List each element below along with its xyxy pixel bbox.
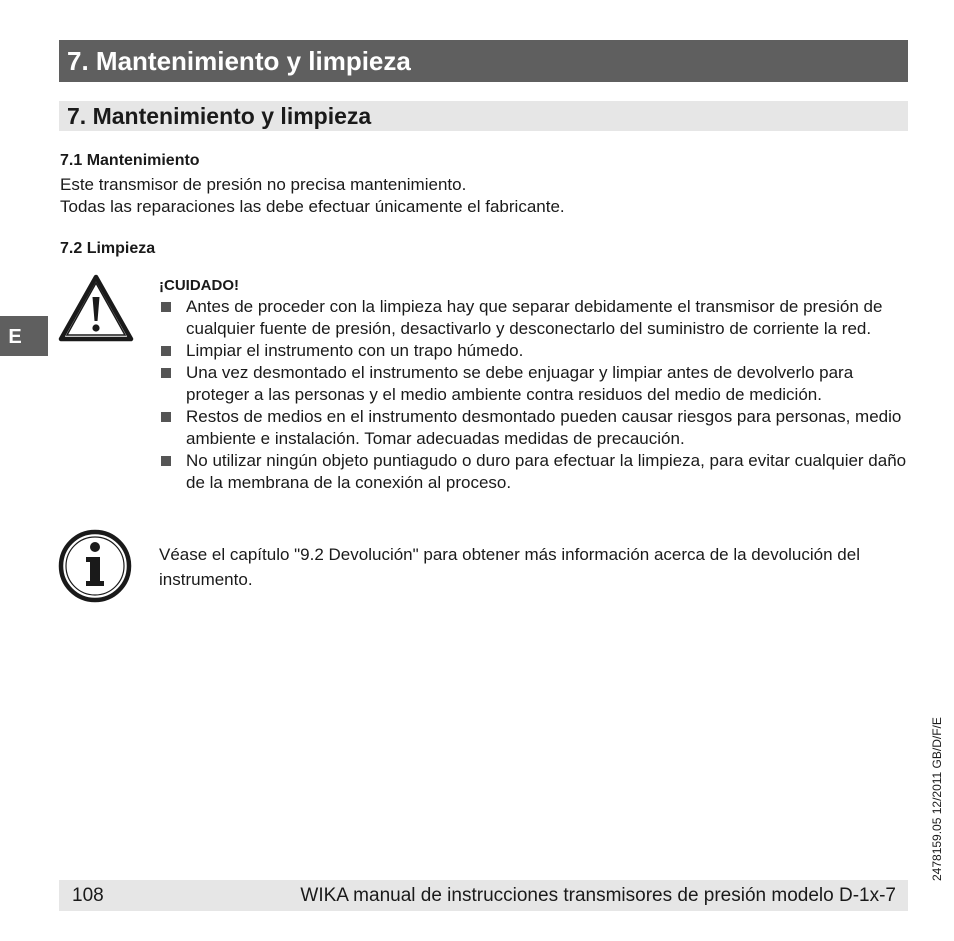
list-item bbox=[159, 340, 914, 362]
bullet-square-icon bbox=[161, 302, 171, 312]
list-item-text: Limpiar el instrumento con un trapo húmedo. bbox=[186, 341, 524, 360]
heading-mantenimiento: 7.1 Mantenimiento bbox=[60, 152, 200, 169]
warning-triangle-icon bbox=[58, 274, 134, 342]
list-item bbox=[159, 406, 914, 450]
language-tab: E bbox=[0, 316, 48, 356]
bullet-square-icon bbox=[161, 346, 171, 356]
list-item-text: No utilizar ningún objeto puntiagudo o duro para efectuar la limpieza, para evitar cualquier daño de la membrana de la conexión al proceso. bbox=[186, 451, 907, 492]
document-code: 2478159.05 12/2011 GB/D/F/E bbox=[930, 717, 944, 881]
info-note: Véase el capítulo "9.2 Devolución" para obtener más información acerca de la devolución del instrumento. bbox=[159, 545, 860, 589]
manual-title: WIKA manual de instrucciones transmisores de presión modelo D-1x-7 bbox=[300, 885, 896, 906]
maintenance-text-2: Todas las reparaciones las debe efectuar únicamente el fabricante. bbox=[60, 197, 565, 216]
cleaning-instructions-list bbox=[159, 296, 914, 494]
info-icon bbox=[58, 529, 132, 603]
heading-limpieza: 7.2 Limpieza bbox=[60, 240, 156, 257]
list-item-text: Una vez desmontado el instrumento se debe enjuagar y limpiar antes de devolverlo para proteger a las personas y el medio ambiente contra residuos del medio de medición. bbox=[186, 363, 854, 404]
page-footer bbox=[59, 880, 908, 911]
maintenance-text-1: Este transmisor de presión no precisa mantenimiento. bbox=[60, 175, 467, 194]
list-item bbox=[159, 450, 914, 494]
bullet-square-icon bbox=[161, 456, 171, 466]
list-item bbox=[159, 296, 914, 340]
caution-label: ¡CUIDADO! bbox=[159, 277, 239, 294]
chapter-banner: 7. Mantenimiento y limpieza bbox=[59, 40, 908, 82]
page-number: 108 bbox=[72, 885, 104, 906]
section-title: 7. Mantenimiento y limpieza bbox=[59, 101, 908, 131]
list-item bbox=[159, 362, 914, 406]
list-item-text: Antes de proceder con la limpieza hay que separar debidamente el transmisor de presión de cualquier fuente de presión, desactivarlo y desconectarlo del suministro de corriente la red. bbox=[186, 297, 883, 338]
list-item-text: Restos de medios en el instrumento desmontado pueden causar riesgos para personas, medio ambiente e instalación. Tomar adecuadas medidas de precaución. bbox=[186, 407, 902, 448]
bullet-square-icon bbox=[161, 412, 171, 422]
bullet-square-icon bbox=[161, 368, 171, 378]
